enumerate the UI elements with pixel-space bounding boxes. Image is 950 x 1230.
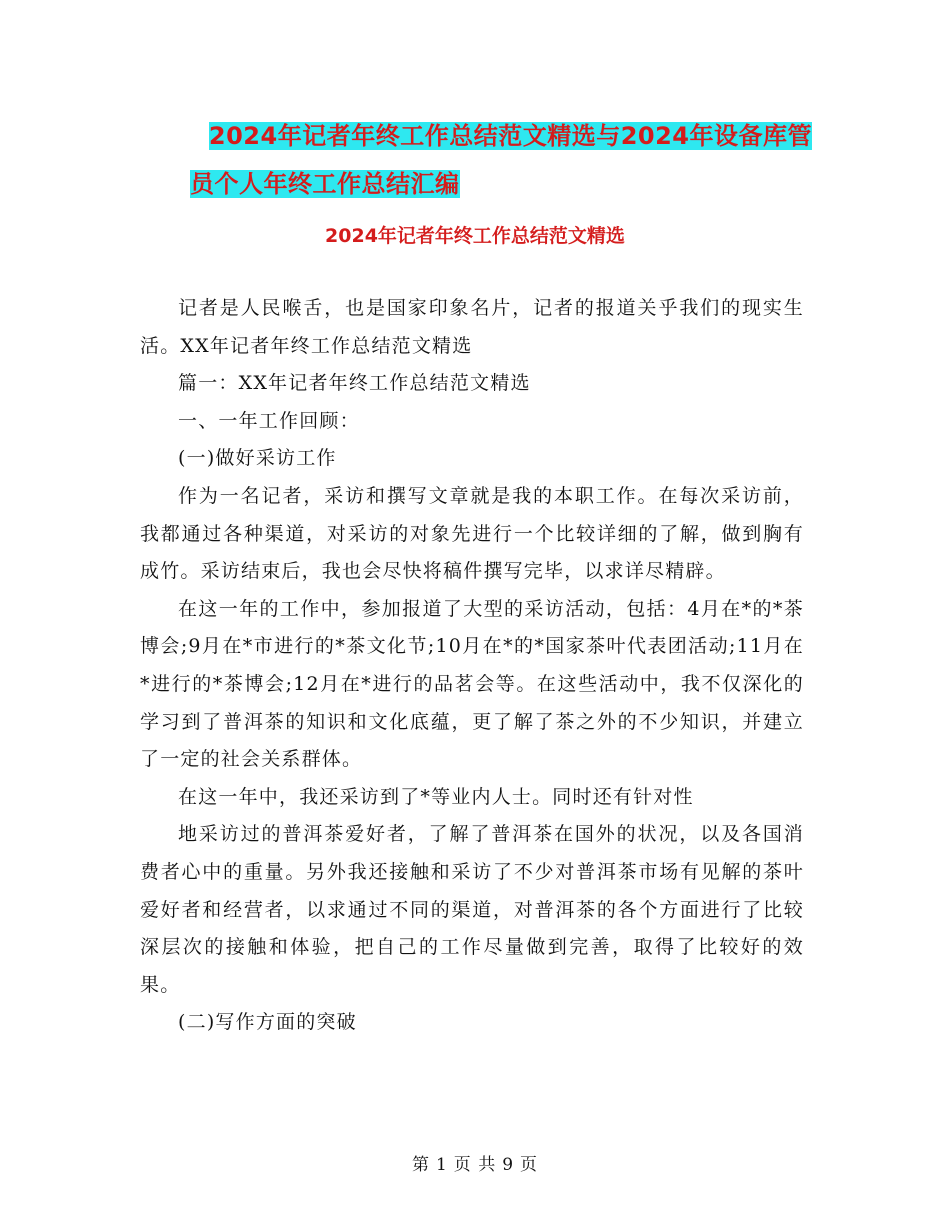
paragraph-activities: 在这一年的工作中，参加报道了大型的采访活动，包括：4月在*的*茶博会;9月在*市进行的*茶文化节;10月在*的*国家茶叶代表团活动;11月在*进行的*茶博会;12月在*进行的品茗会等。在这些活动中，我不仅深化的学习到了普洱茶的知识和文化底蕴，更了解了茶之外的不少知识，并建立了一定的社会关系群体。 bbox=[140, 597, 804, 771]
paragraph-subsection-heading-1: (一)做好采访工作 bbox=[178, 447, 337, 470]
footer-mid: 页 共 bbox=[453, 1155, 497, 1175]
paragraph-interview-work: 作为一名记者，采访和撰写文章就是我的本职工作。在每次采访前，我都通过各种渠道，对采访的对象先进行一个比较详细的了解，做到胸有成竹。采访结束后，我也会尽快将稿件撰写完毕，以求详尽精辟。 bbox=[140, 484, 804, 583]
paragraph-intro: 记者是人民喉舌，也是国家印象名片，记者的报道关乎我们的现实生活。XX年记者年终工作总结范文精选 bbox=[140, 297, 804, 357]
document-title bbox=[140, 112, 830, 208]
footer-suffix: 页 bbox=[520, 1155, 539, 1175]
footer-total-pages: 9 bbox=[502, 1155, 515, 1175]
footer-prefix: 第 bbox=[411, 1155, 430, 1175]
paragraph-interviewees: 在这一年中，我还采访到了*等业内人士。同时还有针对性 bbox=[178, 785, 694, 808]
document-title-line1: 2024年记者年终工作总结范文精选与2024年设备库管 bbox=[208, 122, 812, 150]
paragraph-section-heading: 一、一年工作回顾： bbox=[178, 409, 360, 432]
section-title: 2024年记者年终工作总结范文精选 bbox=[325, 225, 625, 247]
paragraph-enthusiasts: 地采访过的普洱茶爱好者，了解了普洱茶在国外的状况，以及各国消费者心中的重量。另外我还接触和采访了不少对普洱茶市场有见解的茶叶爱好者和经营者，以求通过不同的渠道，对普洱茶的各个方面进行了比较深层次的接触和体验，把自己的工作尽量做到完善，取得了比较好的效果。 bbox=[140, 823, 804, 996]
document-body bbox=[140, 290, 804, 1042]
paragraph-subsection-heading-2: (二)写作方面的突破 bbox=[178, 1011, 357, 1034]
document-title-line2: 员个人年终工作总结汇编 bbox=[190, 170, 460, 198]
footer-page-number: 1 bbox=[435, 1155, 448, 1175]
page-footer bbox=[0, 1153, 950, 1177]
paragraph-chapter-heading: 篇一：XX年记者年终工作总结范文精选 bbox=[178, 372, 531, 395]
